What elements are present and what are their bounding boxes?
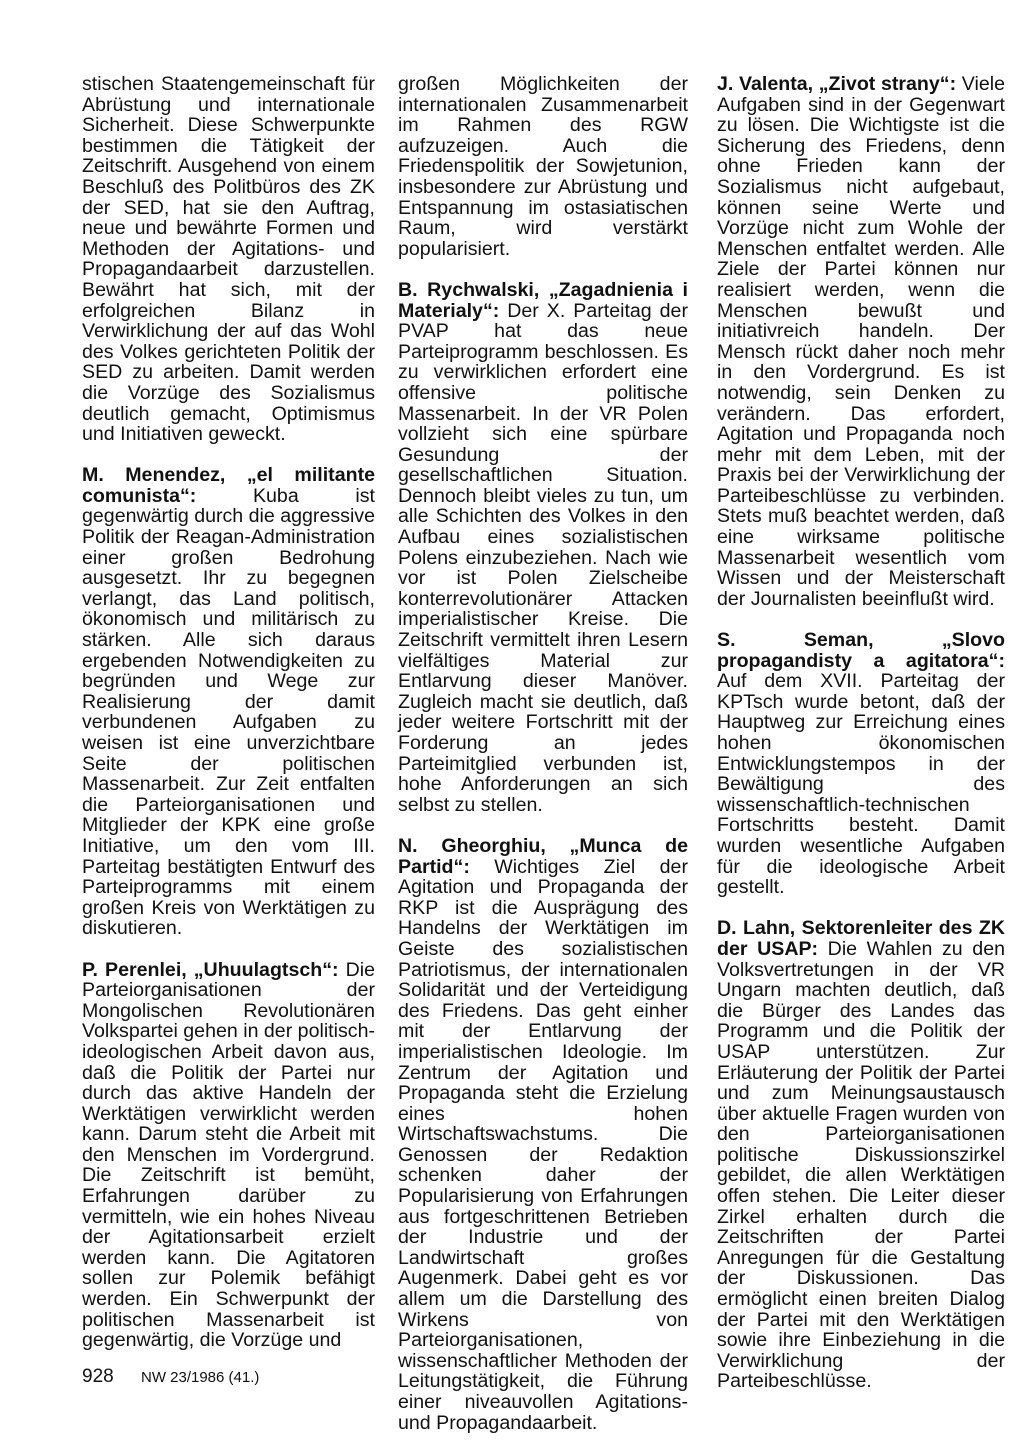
paragraph <box>717 918 1005 1392</box>
paragraph <box>82 960 375 1351</box>
paragraph-body: Wichtiges Ziel der Agitation und Propaganda der RKP ist die Ausprägung des Handelns der Werktätigen im Geiste des sozialistischen Patriotismus, der internationalen Solidarität und der Verteidigung des Friedens. Das geht einher mit der Entlarvung der imperialistischen Ideologie. Im Zentrum der Agitation und Propaganda steht die Erzielung eines hohen Wirtschaftswachstums. Die Genossen der Redaktion schenken daher der Popularisierung von Erfahrungen aus fortgeschrittenen Betrieben der Industrie und der Landwirtschaft großes Augenmerk. Dabei geht es vor allem um die Darstellung des Wirkens von Parteiorganisationen, wissenschaftlicher Methoden der Leitungstätigkeit, die Führung einer niveauvollen Agitations- und Propagandaarbeit. <box>398 855 688 1434</box>
paragraph <box>398 836 688 1433</box>
paragraph <box>82 74 375 445</box>
paragraph-body: Kuba ist gegenwärtig durch die aggressive Politik der Reagan-Administration einer großen Bedrohung ausgesetzt. Ihr zu begegnen verlangt, das Land politisch, ökonomisch und militärisch zu stärken. Alle sich daraus ergebenden Notwendigkeiten zu begründen und Wege zur Realisierung der damit verbundenen Aufgaben zu weisen ist eine unverzichtbare Seite der politischen Massenarbeit. Zur Zeit entfalten die Parteiorganisationen und Mitglieder der KPK eine große Initiative, um den vom III. Parteitag bestätigten Entwurf des Parteiprogramms mit einem großen Kreis von Werktätigen zu diskutieren. <box>82 484 375 940</box>
paragraph <box>398 280 688 815</box>
text-column-2 <box>398 74 688 1454</box>
paragraph <box>717 630 1005 898</box>
paragraph-heading: M. Menendez, „el militante comunista“: <box>82 464 375 507</box>
paragraph-heading: J. Valenta, „Zivot strany“: <box>717 73 957 95</box>
paragraph <box>82 465 375 939</box>
issue-reference: NW 23/1986 (41.) <box>140 1369 260 1386</box>
paragraph-body: großen Möglichkeiten der internationalen Zusammenarbeit im Rahmen des RGW aufzuzeigen. Auch die Friedenspolitik der Sowjetunion, insbesondere zur Abrüstung und Entspannung im ostasiatischen Raum, wird verstärkt popularisiert. <box>398 73 688 260</box>
paragraph-heading: D. Lahn, Sektorenleiter des ZK der USAP: <box>717 917 1005 960</box>
paragraph-body: Der X. Parteitag der PVAP hat das neue Parteiprogramm beschlossen. Es zu verwirklichen erfordert eine offensive politische Massenarbeit. In der VR Polen vollzieht sich eine spürbare Gesundung der gesellschaftlichen Situation. Dennoch bleibt vieles zu tun, um alle Schichten des Volkes in den Aufbau eines sozialistischen Polens einzubeziehen. Nach wie vor ist Polen Zielscheibe konterrevolutionärer Attacken imperialistischer Kreise. Die Zeitschrift vermittelt ihren Lesern vielfältiges Material zur Entlarvung dieser Manöver. Zugleich macht sie deutlich, daß jeder weitere Fortschritt mit der Forderung an jedes Parteimitglied verbunden ist, hohe Anforderungen an sich selbst zu stellen. <box>398 299 688 816</box>
paragraph-heading: B. Rychwalski, „Zagadnienia i Materialy“: <box>398 278 688 322</box>
paragraph <box>398 74 688 259</box>
paragraph-heading: P. Perenlei, „Uhuulagtsch“: <box>82 958 339 981</box>
paragraph-heading: N. Gheorghiu, „Munca de Partid“: <box>398 834 688 878</box>
paragraph-heading: S. Seman, „Slovo propagandisty a agitatora“: <box>717 629 1005 672</box>
paragraph-body: stischen Staatengemeinschaft für Abrüstung und internationale Sicherheit. Diese Schwerpunkte bestimmen die Tätigkeit der Zeitschrift. Ausgehend von einem Beschluß des Politbüros des ZK der SED, hat sie den Auftrag, neue und bewährte Formen und Methoden der Agitations- und Propagandaarbeit darzustellen. Bewährt hat sich, mit der erfolgreichen Bilanz in Verwirklichung der auf das Wohl des Volkes gerichteten Politik der SED zu arbeiten. Damit werden die Vorzüge des Sozialismus deutlich gemacht, Optimismus und Initiativen geweckt. <box>82 73 375 446</box>
text-column-3 <box>717 74 1005 1413</box>
paragraph <box>717 74 1005 609</box>
paragraph-body: Auf dem XVII. Parteitag der KPTsch wurde betont, daß der Hauptweg zur Erreichung eines hohen ökonomischen Entwicklungstempos in der Bewältigung des wissenschaftlich-technischen Fortschritts besteht. Damit wurden wesentliche Aufgaben für die ideologische Arbeit gestellt. <box>717 670 1005 899</box>
page-footer <box>82 1366 259 1389</box>
paragraph-body: Die Parteiorganisationen der Mongolischen Revolutionären Volkspartei gehen in der politisch-ideologischen Arbeit davon aus, daß die Politik der Partei nur durch das aktive Handeln der Werktätigen verwirklicht werden kann. Darum steht die Arbeit mit den Menschen im Vordergrund. Die Zeitschrift ist bemüht, Erfahrungen darüber zu vermitteln, wie ein hohes Niveau der Agitationsarbeit erzielt werden kann. Die Agitatoren sollen zur Polemik befähigt werden. Ein Schwerpunkt der politischen Massenarbeit ist gegenwärtig, die Vorzüge und <box>82 958 375 1352</box>
paragraph-body: Die Wahlen zu den Volksvertretungen in der VR Ungarn machten deutlich, daß die Bürger des Landes das Programm und die Politik der USAP unterstützen. Zur Erläuterung der Politik der Partei und zum Meinungsaustausch über aktuelle Fragen wurden von den Parteiorganisationen politische Diskussionszirkel gebildet, die allen Werktätigen offen stehen. Die Leiter dieser Zirkel erhalten durch die Zeitschriften der Partei Anregungen für die Gestaltung der Diskussionen. Das ermöglicht einen breiten Dialog der Partei mit den Werktätigen sowie ihre Einbeziehung in die Verwirklichung der Parteibeschlüsse. <box>717 937 1005 1393</box>
paragraph-body: Viele Aufgaben sind in der Gegenwart zu lösen. Die Wichtigste ist die Sicherung des Friedens, denn ohne Frieden kann der Sozialismus nicht aufgebaut, können seine Werte und Vorzüge nicht zum Wohle der Menschen entfaltet werden. Alle Ziele der Partei können nur realisiert werden, wenn die Menschen bewußt und initiativreich handeln. Der Mensch rückt daher noch mehr in den Vordergrund. Es ist notwendig, sein Denken zu verändern. Das erfordert, Agitation und Propaganda noch mehr mit dem Leben, mit der Praxis bei der Verwirklichung der Parteibeschlüsse zu verbinden. Stets muß beachtet werden, daß eine wirksame politische Massenarbeit wesentlich vom Wissen und der Meisterschaft der Journalisten beeinflußt wird. <box>717 73 1005 610</box>
text-column-1 <box>82 74 375 1371</box>
page-number: 928 <box>82 1366 114 1387</box>
